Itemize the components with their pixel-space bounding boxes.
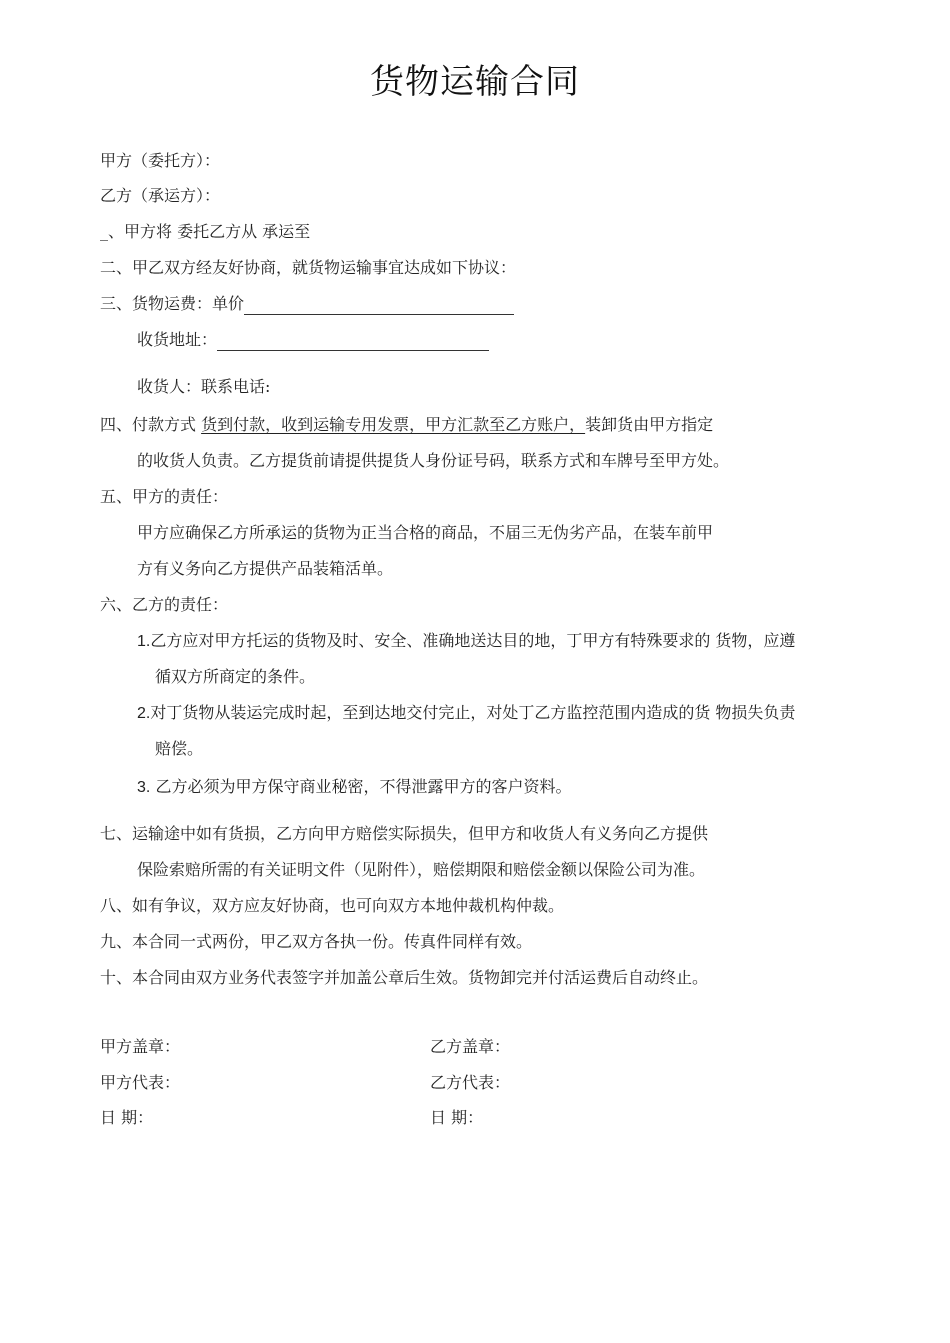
clause-10: 十、本合同由双方业务代表签字并加盖公章后生效。货物卸完并付活运费后自动终止。	[100, 968, 709, 987]
party-a-date: 日 期：	[100, 1108, 154, 1127]
clause-7-line-1: 七、运输途中如有货损，乙方向甲方赔偿实际损失，但甲方和收货人有义务向乙方提供	[100, 824, 709, 843]
clause-5-heading: 五、甲方的责任：	[100, 487, 229, 506]
clause-6-item-2	[137, 702, 795, 725]
clause-5-line-2: 方有义务向乙方提供产品装箱活单。	[137, 559, 394, 578]
clause-7-line-2: 保险索赔所需的有关证明文件（见附件），赔偿期限和赔偿金额以保险公司为准。	[137, 860, 706, 879]
item-2-number: 2.	[137, 705, 151, 722]
document-title: 货物运输合同	[370, 62, 580, 102]
clause-1: _、甲方将 委托乙方从 承运至	[100, 222, 311, 241]
item-2-text: 对丁货物从装运完成时起，至到达地交付完止，对处丁乙方监控范围内造成的货 物损失负责	[150, 703, 796, 722]
item-1-number: 1.	[137, 633, 151, 650]
clause-2: 二、甲乙双方经友好协商，就货物运输事宜达成如下协议：	[100, 258, 517, 277]
clause-5-line-1: 甲方应确保乙方所承运的货物为正当合格的商品，不届三无伪劣产品，在装车前甲	[137, 523, 714, 542]
clause-6-item-1	[137, 630, 795, 653]
party-a-line: 甲方（委托方）：	[100, 151, 221, 170]
payment-terms-underlined: 货到付款，收到运输专用发票，甲方汇款至乙方账户，	[201, 415, 586, 434]
clause-8: 八、如有争议，双方应友好协商，也可向双方本地仲裁机构仲裁。	[100, 896, 565, 915]
clause-4-suffix: 装卸货由甲方指定	[585, 415, 714, 434]
clause-3-price	[100, 293, 514, 315]
clause-4-line-2: 的收货人负责。乙方提货前请提供提货人身份证号码，联系方式和车牌号至甲方处。	[137, 451, 730, 470]
party-a-representative: 甲方代表：	[100, 1073, 181, 1092]
clause-3-label: 三、货物运费：单价	[100, 294, 245, 313]
item-1-text: 乙方应对甲方托运的货物及时、安全、准确地送达目的地，丁甲方有特殊要求的 货物，应遵	[150, 631, 796, 650]
party-b-seal: 乙方盖章：	[430, 1037, 511, 1056]
party-b-representative: 乙方代表：	[430, 1073, 511, 1092]
party-a-seal: 甲方盖章：	[100, 1037, 181, 1056]
clause-4-line-1	[100, 414, 713, 436]
clause-6-item-1-cont: 循双方所商定的条件。	[155, 667, 316, 686]
party-b-line: 乙方（承运方）：	[100, 186, 221, 205]
party-b-date: 日 期：	[430, 1108, 484, 1127]
clause-6-item-3	[137, 776, 571, 799]
address-blank	[217, 332, 489, 351]
unit-price-blank	[244, 296, 514, 315]
address-label: 收货地址：	[137, 330, 218, 349]
receiver-line: 收货人：联系电话:	[137, 377, 271, 396]
item-3-text: 乙方必须为甲方保守商业秘密，不得泄露甲方的客户资料。	[155, 777, 572, 796]
clause-9: 九、本合同一式两份，甲乙双方各执一份。传真件同样有效。	[100, 932, 533, 951]
clause-6-item-2-cont: 赔偿。	[155, 739, 204, 758]
clause-3-address	[137, 329, 489, 351]
clause-4-prefix: 四、付款方式	[100, 415, 202, 434]
item-3-number: 3.	[137, 779, 151, 796]
clause-6-heading: 六、乙方的责任：	[100, 595, 229, 614]
